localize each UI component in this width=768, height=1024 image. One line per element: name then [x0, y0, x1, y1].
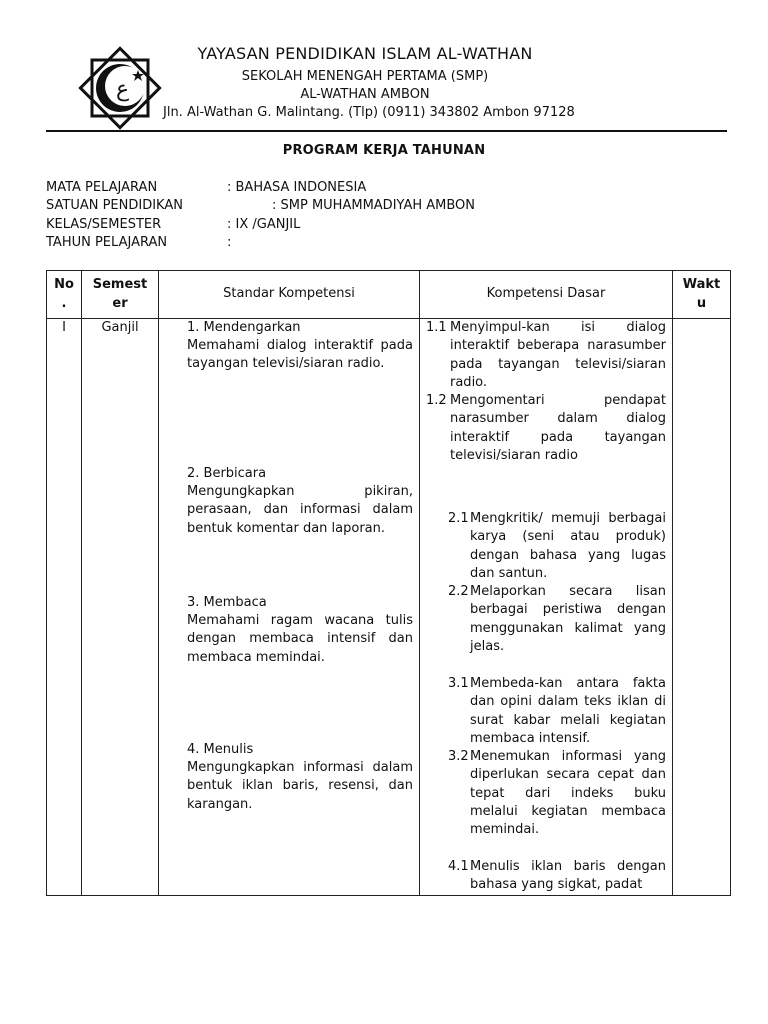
table-header-row	[47, 271, 731, 319]
kd-text: Menemukan informasi yang diperlukan secara cepat dan tepat dari indeks buku melalui kegiatan membaca memindai.	[470, 749, 666, 838]
kd-text: Melaporkan secara lisan berbagai peristiwa dengan menggunakan kalimat yang jelas.	[470, 584, 666, 654]
cell-no: I	[47, 319, 82, 896]
cell-waktu	[673, 319, 731, 896]
info-value: : SMP MUHAMMADIYAH AMBON	[272, 198, 476, 213]
sk-heading: 3. Membaca	[187, 595, 267, 610]
info-label: TAHUN PELAJARAN	[46, 235, 168, 250]
foundation-name: YAYASAN PENDIDIKAN ISLAM AL-WATHAN	[197, 44, 533, 63]
kd-number: 1.1	[426, 320, 447, 335]
sk-heading: 4. Menulis	[187, 742, 254, 757]
header-semester: Semest er	[82, 271, 159, 319]
kd-text: Menulis iklan baris dengan bahasa yang sigkat, padat	[470, 859, 666, 893]
header-no: No .	[47, 271, 82, 319]
info-label: SATUAN PENDIDIKAN	[46, 198, 183, 213]
header-waktu: Wakt u	[673, 271, 731, 319]
kd-text: Mengomentari pendapat narasumber dalam dialog interaktif pada tayangan televisi/siaran radio	[450, 393, 666, 463]
kd-number: 3.1	[448, 676, 469, 691]
kd-number: 3.2	[448, 749, 469, 764]
kd-text: Mengkritik/ memuji berbagai karya (seni atau produk) dengan bahasa yang lugas dan santun.	[470, 511, 666, 581]
kd-number: 2.1	[448, 511, 469, 526]
cell-semester: Ganjil	[82, 319, 159, 896]
sk-text: Memahami dialog interaktif pada tayangan televisi/siaran radio.	[187, 338, 413, 372]
kd-number: 1.2	[426, 393, 447, 408]
header-standar-kompetensi: Standar Kompetensi	[159, 271, 420, 319]
svg-text:ع: ع	[116, 77, 130, 102]
sk-heading: 2. Berbicara	[187, 466, 267, 481]
header-divider	[46, 130, 727, 132]
program-table	[46, 270, 731, 896]
info-value: : BAHASA INDONESIA	[227, 180, 367, 195]
kd-text: Membeda-kan antara fakta dan opini dalam teks iklan di surat kabar melali kegiatan membaca intensif.	[470, 676, 666, 746]
kd-number: 2.2	[448, 584, 469, 599]
sk-text: Mengungkapkan pikiran, perasaan, dan informasi dalam bentuk komentar dan laporan.	[187, 484, 413, 536]
school-name: AL-WATHAN AMBON	[300, 87, 430, 102]
info-label: MATA PELAJARAN	[46, 180, 158, 195]
school-type: SEKOLAH MENENGAH PERTAMA (SMP)	[241, 69, 489, 84]
info-value: :	[227, 235, 232, 250]
sk-text: Mengungkapkan informasi dalam bentuk iklan baris, resensi, dan karangan.	[187, 760, 413, 812]
kd-number: 4.1	[448, 859, 469, 874]
sk-heading: 1. Mendengarkan	[187, 320, 301, 335]
kd-text: Menyimpul-kan isi dialog interaktif beberapa narasumber pada tayangan televisi/siaran radio.	[450, 320, 666, 390]
school-logo	[78, 46, 162, 130]
info-value: : IX /GANJIL	[227, 217, 301, 232]
document-title: PROGRAM KERJA TAHUNAN	[282, 143, 486, 158]
sk-text: Memahami ragam wacana tulis dengan membaca intensif dan membaca memindai.	[187, 613, 413, 665]
cell-standar-kompetensi	[159, 319, 420, 896]
cell-kompetensi-dasar	[420, 319, 673, 896]
school-address: Jln. Al-Wathan G. Malintang. (Tlp) (0911) 343802 Ambon 97128	[163, 105, 575, 120]
info-label: KELAS/SEMESTER	[46, 217, 162, 232]
header-kompetensi-dasar: Kompetensi Dasar	[420, 271, 673, 319]
table-row	[47, 319, 731, 896]
